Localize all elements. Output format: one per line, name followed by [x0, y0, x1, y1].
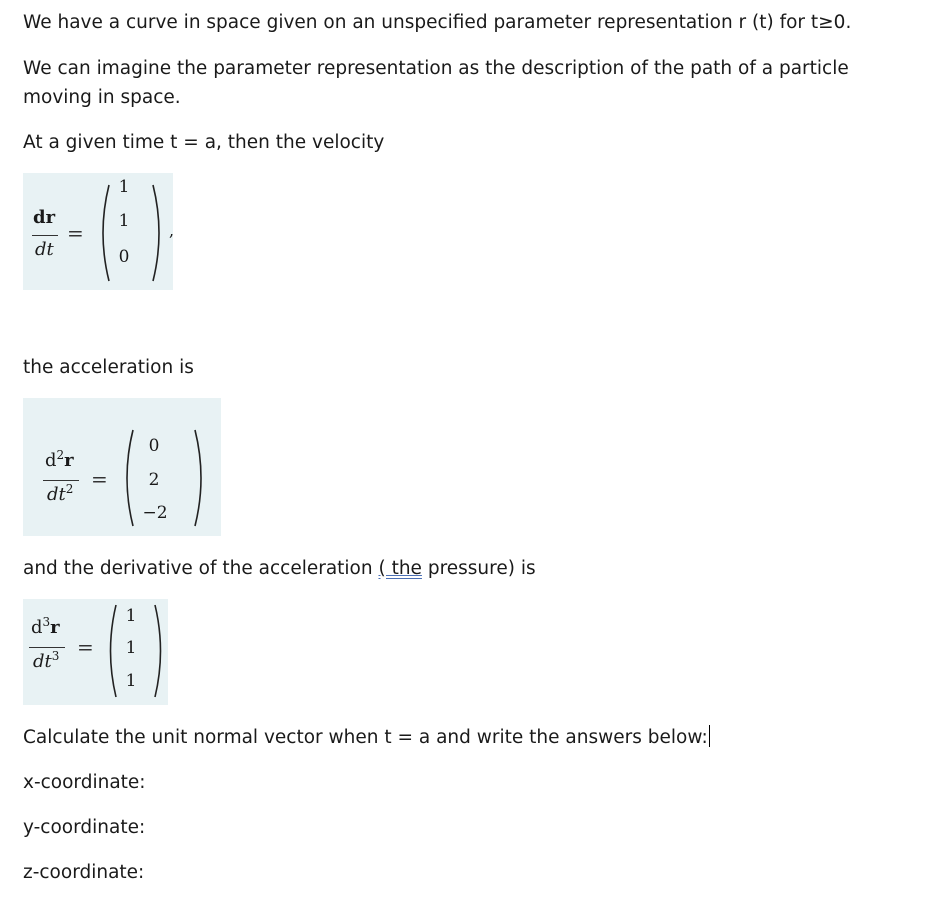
y-coordinate-label: y-coordinate:: [23, 817, 146, 838]
acceleration-x: 0: [148, 436, 160, 456]
velocity-denominator: dt: [35, 239, 54, 260]
z-coordinate-label: z-coordinate:: [23, 862, 145, 883]
derivative-text: and the derivative of the acceleration ( the pressure) is: [23, 558, 536, 579]
derivative-numerator: $d^3r$: [31, 615, 60, 638]
velocity-comma: ,: [169, 221, 175, 240]
acceleration-y: 2: [148, 470, 160, 490]
acceleration-numerator: $d^2r$: [45, 448, 74, 471]
acceleration-text: the acceleration is: [23, 357, 194, 378]
intro-line-3: At a given time t = a, then the velocity: [23, 132, 385, 153]
question-text[interactable]: Calculate the unit normal vector when t = a and write the answers below:: [23, 727, 708, 748]
derivative-denominator: $dt^3$: [33, 649, 60, 672]
derivative-x: 1: [125, 606, 137, 626]
intro-line-1: We have a curve in space given on an unspecified parameter representation r (t) for t≥0.: [23, 12, 852, 33]
derivative-equation: $d^3r$ $dt^3$ = 1 1 1: [23, 599, 168, 705]
derivative-z: 1: [125, 671, 137, 691]
velocity-y: 1: [118, 211, 130, 231]
acceleration-z: −2: [142, 503, 168, 523]
velocity-numerator: dr: [33, 207, 56, 228]
text-cursor: [709, 725, 710, 747]
x-coordinate-label: x-coordinate:: [23, 772, 146, 793]
acceleration-denominator: $dt^2$: [47, 482, 74, 505]
velocity-x: 1: [118, 177, 130, 197]
acceleration-equation: $d^2r$ $dt^2$ = 0 2 −2: [23, 398, 221, 536]
intro-line-2: We can imagine the parameter representation as the description of the path of a particle moving in space.: [23, 58, 849, 108]
derivative-y: 1: [125, 638, 137, 658]
velocity-equation: dr dt = 1 1 0 ,: [23, 173, 173, 290]
velocity-z: 0: [118, 247, 130, 267]
